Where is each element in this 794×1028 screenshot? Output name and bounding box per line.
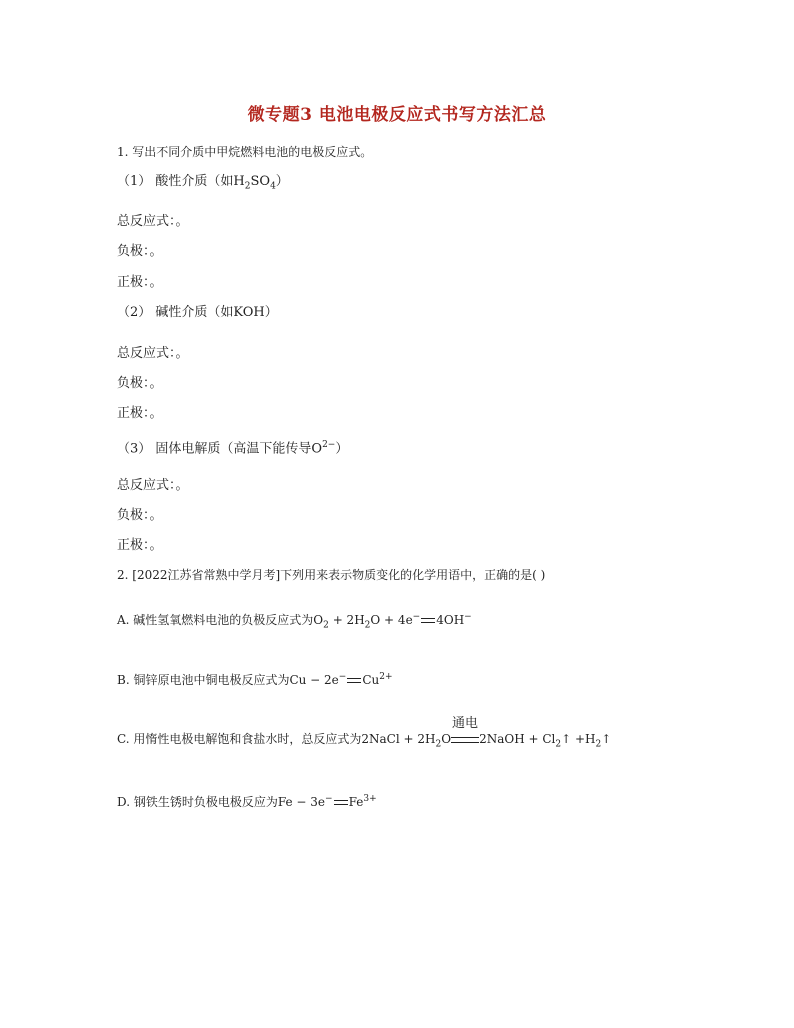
equals-sign: [334, 800, 348, 805]
part-2-total-reaction: 总反应式：。: [117, 346, 189, 361]
option-b: B. 铜锌原电池中铜电极反应式为Cu − 2e− $Cu^{2+}$: [117, 672, 393, 687]
part-2-label: （2） 碱性介质（如KOH）: [117, 305, 278, 320]
option-c: C. 用惰性电极电解饱和食盐水时，总反应式为2NaCl + $2H_2O$ 通电 2NaOH + $Cl_2↑$ $+H_2↑$: [117, 715, 612, 750]
electrolysis-condition: 通电: [451, 731, 479, 749]
option-d: D. 钢铁生锈时负极电极反应为Fe − 3e− $Fe^{3+}$: [117, 794, 377, 809]
part-3-total-reaction: 总反应式：。: [117, 478, 189, 493]
part-1-label: （1） 酸性介质（如$H_2SO_4$）: [117, 174, 289, 192]
part-3-positive-electrode: 正极：。: [117, 538, 163, 553]
part-2-positive-electrode: 正极：。: [117, 406, 163, 421]
part-1-positive-electrode: 正极：。: [117, 275, 163, 290]
equals-sign: [347, 678, 361, 683]
part-1-negative-electrode: 负极：。: [117, 244, 163, 259]
page-title: 微专题3 电池电极反应式书写方法汇总: [247, 105, 547, 125]
question-1-stem: 1. 写出不同介质中甲烷燃料电池的电极反应式。: [117, 145, 373, 159]
part-3-label: （3） 固体电解质（高温下能传导$O^{2-}$）: [117, 440, 349, 457]
part-3-negative-electrode: 负极：。: [117, 508, 163, 523]
part-2-negative-electrode: 负极：。: [117, 376, 163, 391]
equals-sign: [421, 618, 435, 623]
option-a: A. 碱性氢氧燃料电池的负极反应式为$O_2 + 2H_2O + 4e^-$ 4OH−: [117, 612, 472, 631]
part-1-total-reaction: 总反应式：。: [117, 214, 189, 229]
question-2-stem: 2. [2022江苏省常熟中学月考]下列用来表示物质变化的化学用语中，正确的是( ): [117, 568, 546, 582]
